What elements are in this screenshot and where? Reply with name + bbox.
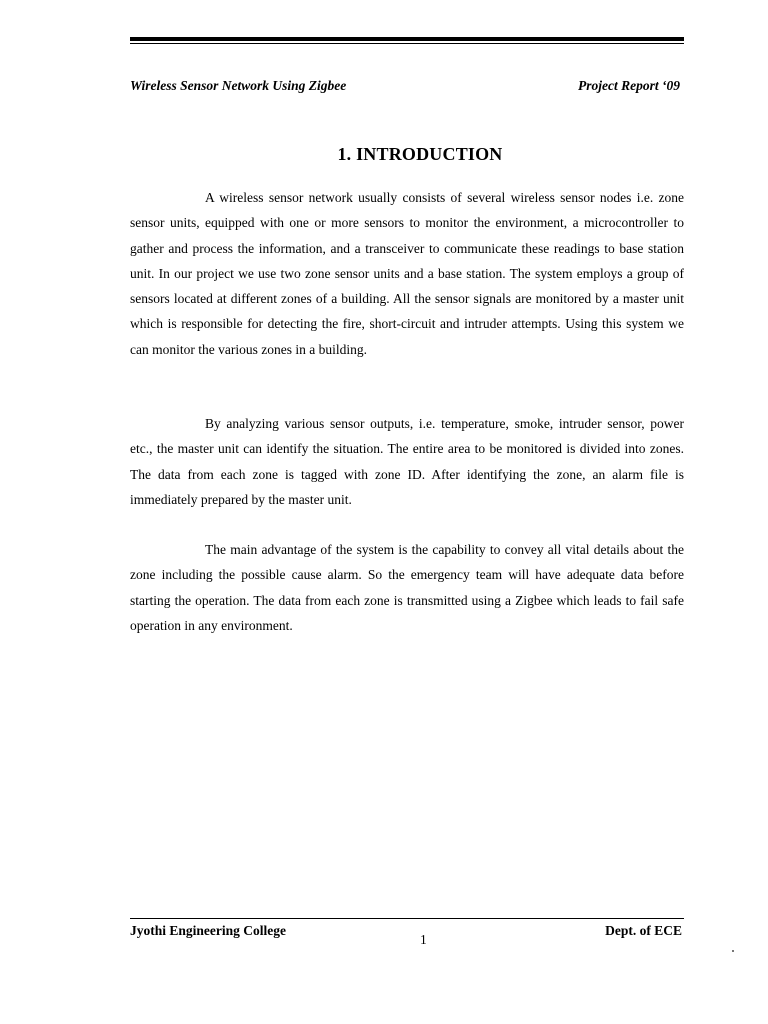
header-report-label: Project Report ‘09 (578, 78, 680, 93)
body-paragraph-2: By analyzing various sensor outputs, i.e. temperature, smoke, intruder sensor, power etc., the master unit can identify the situation. The entire area to be monitored is divided into zones. The data from each zone is tagged with zone ID. After identifying the zone, an alarm file is immediately prepared by the master unit. (130, 416, 684, 507)
header-project-title: Wireless Sensor Network Using Zigbee (130, 78, 347, 93)
page-number: 1 (420, 932, 427, 947)
footer-college-name: Jyothi Engineering College (130, 923, 286, 938)
header-rule-thin (130, 43, 684, 44)
running-footer (130, 923, 684, 953)
header-rule-thick (130, 37, 684, 41)
running-header (130, 78, 684, 98)
scan-speck (732, 950, 734, 952)
footer-rule (130, 918, 684, 919)
footer-department: Dept. of ECE (605, 923, 682, 938)
body-paragraph-3: The main advantage of the system is the capability to convey all vital details about the zone including the possible cause alarm. So the emergency team will have adequate data before starting the operation. The data from each zone is transmitted using a Zigbee which leads to fail safe operation in any environment. (130, 542, 684, 633)
body-paragraph-1: A wireless sensor network usually consists of several wireless sensor nodes i.e. zone sensor units, equipped with one or more sensors to monitor the environment, a microcontroller to gather and process the information, and a transceiver to communicate these readings to base station unit. In our project we use two zone sensor units and a base station. The system employs a group of sensors located at different zones of a building. All the sensor signals are monitored by a master unit which is responsible for detecting the fire, short-circuit and intruder attempts. Using this system we can monitor the various zones in a building. (130, 190, 684, 357)
chapter-title: 1. INTRODUCTION (337, 144, 503, 164)
